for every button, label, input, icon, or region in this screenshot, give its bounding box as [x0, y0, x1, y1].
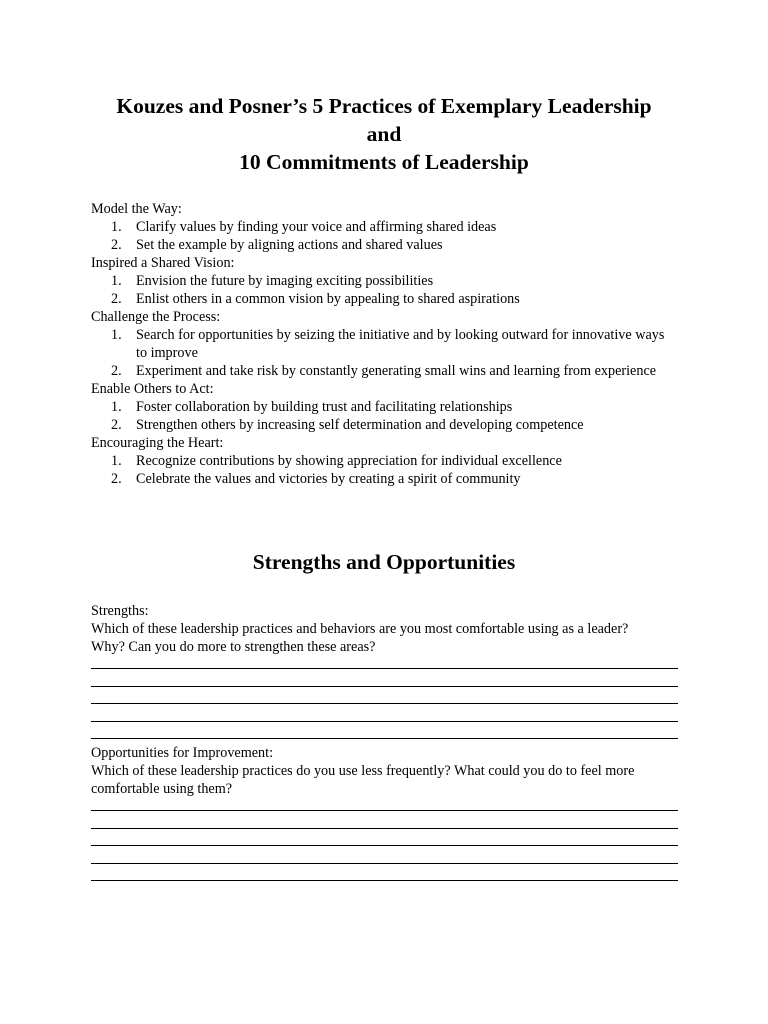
commitment-number: 2.: [111, 291, 122, 307]
opportunities-answer-lines[interactable]: [91, 810, 678, 881]
commitment-number: 1.: [111, 219, 122, 235]
document-title: [0, 92, 768, 176]
commitment-item: [91, 236, 691, 254]
commitment-text: Celebrate the values and victories by creating a spirit of community: [136, 471, 521, 487]
commitment-item: [91, 470, 691, 488]
commitment-text: Strengthen others by increasing self determination and developing competence: [136, 417, 584, 433]
answer-line[interactable]: [91, 828, 678, 829]
practice-heading: Challenge the Process:: [91, 309, 221, 325]
practice-enable-others-to-act: [91, 380, 691, 434]
answer-line[interactable]: [91, 721, 678, 722]
practice-heading: Enable Others to Act:: [91, 381, 214, 397]
commitment-item: [91, 272, 691, 290]
answer-line[interactable]: [91, 863, 678, 864]
title-line-3: 10 Commitments of Leadership: [239, 150, 529, 174]
commitment-text: Foster collaboration by building trust and facilitating relationships: [136, 399, 513, 415]
commitment-item: [91, 416, 691, 434]
section-title: Strengths and Opportunities: [252, 550, 516, 574]
commitment-item: [91, 398, 691, 416]
answer-line[interactable]: [91, 880, 678, 881]
commitment-number: 2.: [111, 417, 122, 433]
answer-line[interactable]: [91, 703, 678, 704]
answer-line[interactable]: [91, 668, 678, 669]
commitment-text: Search for opportunities by seizing the initiative and by looking outward for innovative ways to improve: [136, 327, 665, 361]
strengths-question-line-2: Why? Can you do more to strengthen these areas?: [91, 639, 376, 655]
practice-challenge-the-process: [91, 308, 691, 380]
commitment-text: Recognize contributions by showing appreciation for individual excellence: [136, 453, 562, 469]
opportunities-prompt: [91, 744, 691, 798]
answer-line[interactable]: [91, 686, 678, 687]
commitment-text: Set the example by aligning actions and shared values: [136, 237, 443, 253]
answer-line[interactable]: [91, 845, 678, 846]
practices-list: [91, 200, 691, 488]
commitment-text: Envision the future by imaging exciting possibilities: [136, 273, 434, 289]
commitment-item: [91, 326, 691, 362]
commitment-item: [91, 290, 691, 308]
commitment-item: [91, 452, 691, 470]
commitment-item: [91, 218, 691, 236]
commitment-text: Experiment and take risk by constantly generating small wins and learning from experience: [136, 363, 657, 379]
title-line-2: and: [366, 122, 402, 146]
practice-inspire-shared-vision: [91, 254, 691, 308]
commitment-text: Clarify values by finding your voice and affirming shared ideas: [136, 219, 497, 235]
opportunities-question-line-2: comfortable using them?: [91, 781, 233, 797]
commitment-number: 1.: [111, 453, 122, 469]
practice-heading: Encouraging the Heart:: [91, 435, 224, 451]
strengths-question-line-1: Which of these leadership practices and behaviors are you most comfortable using as a leader?: [91, 621, 629, 637]
commitment-number: 2.: [111, 471, 122, 487]
opportunities-question-line-1: Which of these leadership practices do you use less frequently? What could you do to feel more: [91, 763, 635, 779]
title-line-1: Kouzes and Posner’s 5 Practices of Exemplary Leadership: [116, 94, 652, 118]
commitment-number: 2.: [111, 237, 122, 253]
commitment-number: 1.: [111, 327, 122, 343]
answer-line[interactable]: [91, 810, 678, 811]
commitment-item: [91, 362, 691, 380]
practice-model-the-way: [91, 200, 691, 254]
practice-encourage-the-heart: [91, 434, 691, 488]
strengths-prompt: [91, 602, 691, 656]
answer-line[interactable]: [91, 738, 678, 739]
practice-heading: Model the Way:: [91, 201, 182, 217]
practice-heading: Inspired a Shared Vision:: [91, 255, 235, 271]
commitment-text: Enlist others in a common vision by appealing to shared aspirations: [136, 291, 520, 307]
commitment-number: 1.: [111, 273, 122, 289]
opportunities-label: Opportunities for Improvement:: [91, 745, 274, 761]
strengths-answer-lines[interactable]: [91, 668, 678, 739]
strengths-label: Strengths:: [91, 603, 149, 619]
commitment-number: 1.: [111, 399, 122, 415]
commitment-number: 2.: [111, 363, 122, 379]
